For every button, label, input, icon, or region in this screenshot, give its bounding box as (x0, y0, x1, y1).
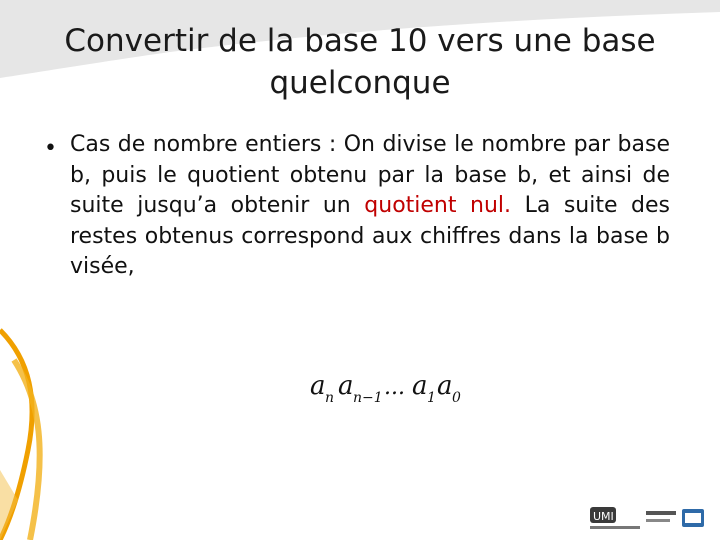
university-logo (590, 505, 710, 535)
slide-title (40, 20, 680, 104)
digit-sequence-formula (300, 360, 500, 420)
logo-text: UMI (593, 510, 614, 523)
formula-a-1: a (412, 371, 428, 401)
formula-sub-1: 1 (427, 390, 436, 406)
formula-ellipsis: ... (384, 375, 405, 400)
formula-sub-0: 0 (452, 390, 461, 406)
highlighted-text: quotient nul. (364, 193, 512, 218)
body-text-part-2: La suite des restes obtenus correspond aux chiffres dans la base b visée, (70, 193, 671, 279)
title-line-2: quelconque (269, 65, 451, 101)
formula-a-n: a (310, 371, 326, 401)
body-text-part-1: Cas de nombre entiers : On divise le nombre par base b, puis le quotient obtenu par la base b, et ainsi de suite jusqu’a obtenir un (70, 132, 670, 218)
title-line-1: Convertir de la base 10 vers une base (64, 23, 656, 59)
bullet-text (70, 130, 670, 283)
bullet-marker: • (44, 136, 57, 161)
formula-sub-n-minus-1: n−1 (353, 390, 383, 406)
formula-a-0: a (437, 371, 453, 401)
formula-a-n-minus-1: a (338, 371, 354, 401)
formula-sub-n: n (325, 390, 335, 406)
